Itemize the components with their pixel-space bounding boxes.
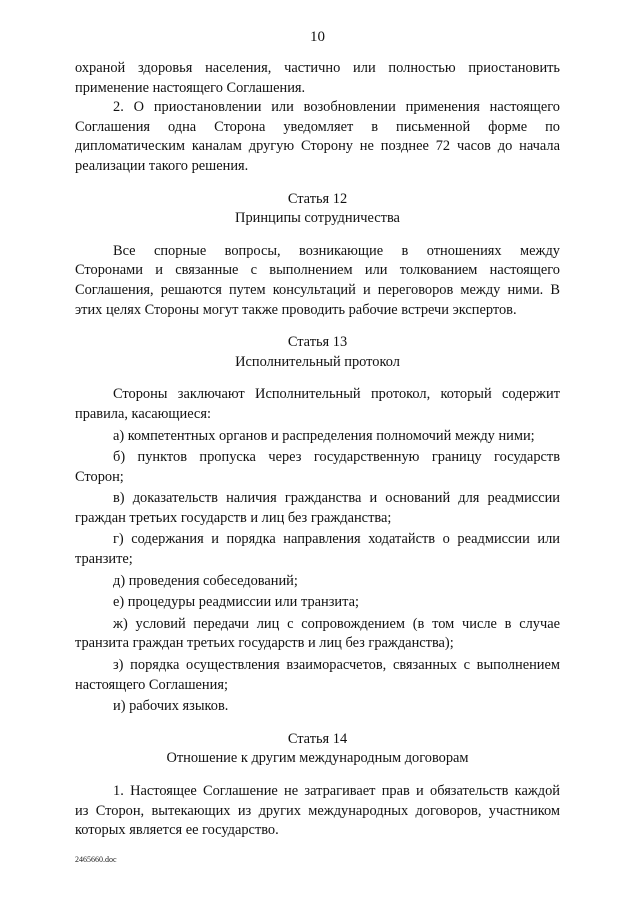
article-heading: Статья 14 [287, 730, 348, 747]
paragraph-line: из Сторон, вытекающих из других международных договоров, участником [75, 802, 560, 819]
page-number: 10 [310, 29, 325, 45]
list-item: ж) условий передачи лиц с сопровождением (в том числе в случае [113, 615, 560, 632]
article-13 [75, 333, 560, 717]
intro-line: применение настоящего Соглашения. [75, 79, 306, 96]
paragraph-line: Соглашения, решаются путем консультаций и переговоров между ними. В [75, 281, 560, 298]
list-item-continuation: транзите; [75, 551, 133, 568]
article-14 [75, 730, 560, 841]
article-heading: Статья 12 [287, 190, 348, 207]
document-filename: 2465660.doc [75, 855, 117, 864]
article-title: Отношение к другим международным договорам [166, 750, 469, 767]
paragraph-line: которых является ее государство. [75, 822, 279, 839]
paragraph-line: 2. О приостановлении или возобновлении применения настоящего [113, 99, 560, 116]
list-item: и) рабочих языков. [113, 698, 229, 715]
paragraph-line: правила, касающиеся: [75, 405, 211, 422]
paragraph-line: 1. Настоящее Соглашение не затрагивает прав и обязательств каждой [113, 783, 560, 799]
list-item: б) пунктов пропуска через государственную границу государств [113, 449, 560, 466]
intro-line: охраной здоровья населения, частично или полностью приостановить [75, 60, 560, 76]
article-heading: Статья 13 [287, 334, 348, 351]
list-item-continuation: транзита граждан третьих государств и лиц без гражданства); [75, 635, 454, 652]
list-item: в) доказательств наличия гражданства и оснований для реадмиссии [113, 490, 560, 507]
paragraph-line: этих целях Стороны могут также проводить рабочие встречи экспертов. [75, 301, 517, 318]
paragraph-line: Соглашения одна Сторона уведомляет в письменной форме по [75, 118, 560, 135]
paragraph-line: Сторонами и связанные с выполнением или толкованием настоящего [75, 262, 560, 279]
paragraph-line: реализации такого решения. [75, 157, 249, 174]
list-item: е) процедуры реадмиссии или транзита; [113, 594, 359, 611]
list-item: г) содержания и порядка направления ходатайств о реадмиссии или [113, 531, 560, 548]
list-item: д) проведения собеседований; [113, 572, 298, 589]
article-title: Принципы сотрудничества [235, 210, 400, 227]
intro-section [75, 59, 560, 177]
article-12 [75, 190, 560, 321]
document-page [75, 28, 560, 841]
list-item-continuation: граждан третьих государств и лиц без гражданства; [75, 509, 392, 526]
paragraph-line: Все спорные вопросы, возникающие в отношениях между [113, 242, 560, 259]
article-title: Исполнительный протокол [235, 353, 400, 370]
list-item: а) компетентных органов и распределения полномочий между ними; [113, 427, 535, 444]
paragraph-line: Стороны заключают Исполнительный протокол, который содержит [113, 386, 560, 403]
list-item-continuation: Сторон; [75, 468, 124, 485]
list-item: з) порядка осуществления взаиморасчетов, связанных с выполнением [113, 657, 560, 674]
list-item-continuation: настоящего Соглашения; [75, 676, 228, 693]
paragraph-line: дипломатическим каналам другую Сторону не позднее 72 часов до начала [75, 138, 560, 155]
